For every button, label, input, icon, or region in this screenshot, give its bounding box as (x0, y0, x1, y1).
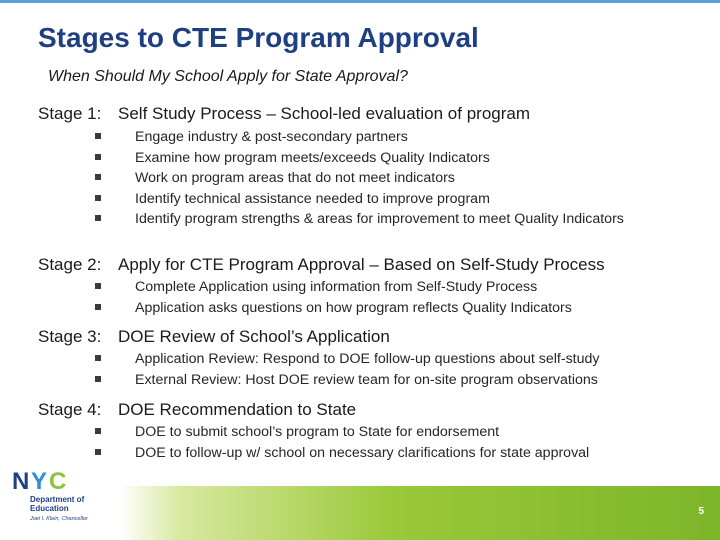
top-accent-rule (0, 0, 720, 3)
stage-1-heading (38, 104, 530, 124)
list-item: Engage industry & post-secondary partners (95, 127, 655, 148)
stage-1-bullets (95, 127, 655, 227)
list-item: Complete Application using information from Self-Study Process (95, 277, 655, 298)
stage-2-bullets (95, 277, 655, 318)
stage-4-bullets (95, 422, 655, 463)
square-bullet-icon (95, 133, 101, 139)
slide-subtitle: When Should My School Apply for State Approval? (48, 68, 408, 85)
list-item: Identify program strengths & areas for improvement to meet Quality Indicators (95, 211, 655, 227)
square-bullet-icon (95, 449, 101, 455)
stage-2-number: Stage 2: (38, 255, 102, 274)
square-bullet-icon (95, 195, 101, 201)
list-item: Work on program areas that do not meet indicators (95, 168, 655, 189)
stage-3-number: Stage 3: (38, 327, 102, 346)
list-item: Application Review: Respond to DOE follow-up questions about self-study (95, 349, 655, 370)
logo-education-text: Education (30, 504, 69, 513)
svg-text:Y: Y (31, 468, 48, 492)
square-bullet-icon (95, 283, 101, 289)
footer-green-band (120, 486, 720, 540)
square-bullet-icon (95, 174, 101, 180)
stage-4-title: DOE Recommendation to State (118, 400, 357, 419)
list-item: Application asks questions on how program reflects Quality Indicators (95, 298, 655, 319)
nyc-wordmark-icon (12, 468, 82, 492)
svg-text:N: N (12, 468, 30, 492)
list-item: Examine how program meets/exceeds Quality Indicators (95, 148, 655, 169)
page-number: 5 (698, 506, 704, 517)
list-item: External Review: Host DOE review team for on-site program observations (95, 370, 655, 391)
stage-1-number: Stage 1: (38, 104, 102, 123)
square-bullet-icon (95, 376, 101, 382)
stage-3-heading (38, 327, 390, 347)
square-bullet-icon (95, 215, 101, 221)
stage-3-title: DOE Review of School’s Application (118, 327, 390, 346)
slide-title: Stages to CTE Program Approval (38, 22, 479, 53)
list-item: Identify technical assistance needed to improve program (95, 189, 655, 210)
square-bullet-icon (95, 304, 101, 310)
logo-department-text: Department of (30, 495, 85, 504)
list-item: DOE to follow-up w/ school on necessary clarifications for state approval (95, 443, 655, 464)
square-bullet-icon (95, 428, 101, 434)
stage-2-title: Apply for CTE Program Approval – Based on Self-Study Process (118, 255, 605, 274)
nyc-doe-logo (12, 468, 102, 530)
square-bullet-icon (95, 355, 101, 361)
footer-bar (0, 482, 720, 540)
stage-3-bullets (95, 349, 655, 390)
logo-tagline: Joel I. Klein, Chancellor (30, 516, 88, 522)
stage-2-heading (38, 255, 605, 275)
svg-text:C: C (49, 468, 67, 492)
list-item: DOE to submit school’s program to State for endorsement (95, 422, 655, 443)
square-bullet-icon (95, 154, 101, 160)
stage-1-title: Self Study Process – School-led evaluation of program (118, 104, 531, 123)
stage-4-number: Stage 4: (38, 400, 102, 419)
stage-4-heading (38, 400, 356, 420)
